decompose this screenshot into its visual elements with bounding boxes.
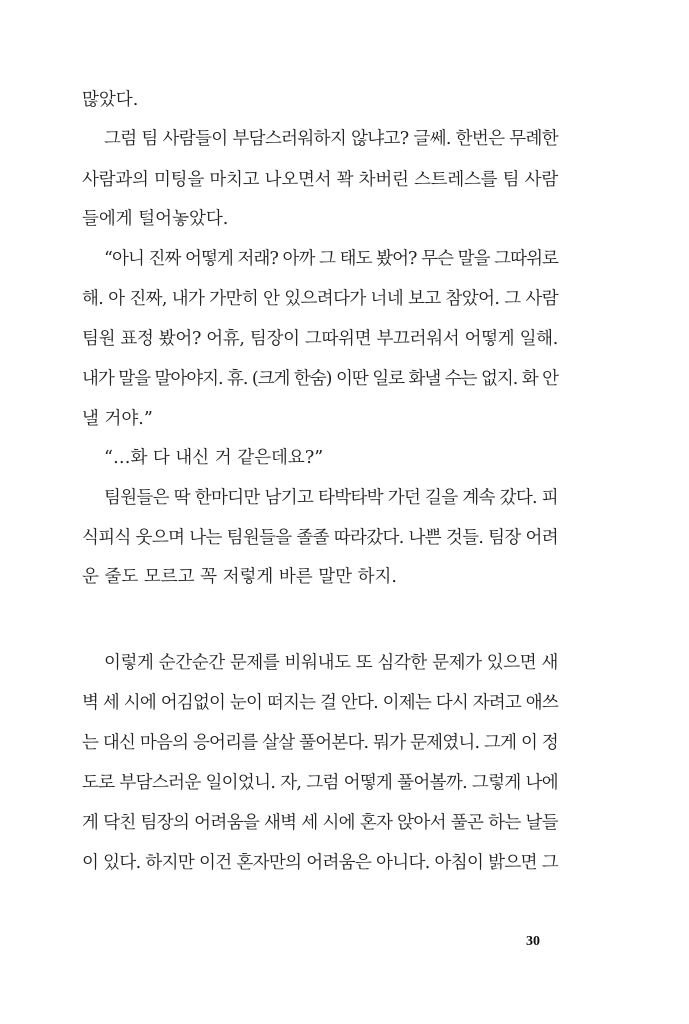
text-line: 팀원들은 딱 한마디만 남기고 타박타박 가던 길을 계속 갔다. 피: [104, 488, 558, 508]
text-line: 게 닥친 팀장의 어려움을 새벽 세 시에 혼자 앉아서 풀곤 하는 날들: [82, 813, 558, 833]
text-line: “아니 진짜 어떻게 저래? 아까 그 태도 봤어? 무슨 말을 그따위로: [104, 249, 558, 269]
text-line: 그럼 팀 사람들이 부담스러워하지 않냐고? 글쎄. 한번은 무례한: [104, 129, 558, 149]
text-line: 낼 거야.”: [82, 409, 153, 429]
text-line: 들에게 털어놓았다.: [82, 209, 229, 229]
text-line: 도로 부담스러운 일이었니. 자, 그럼 어떻게 풀어볼까. 그렇게 나에: [82, 773, 558, 793]
text-line: 식피식 웃으며 나는 팀원들을 졸졸 따라갔다. 나쁜 것들. 팀장 어려: [82, 528, 558, 548]
text-line: 내가 말을 말아야지. 휴. (크게 한숨) 이딴 일로 화낼 수는 없지. 화 안: [82, 369, 558, 389]
page-number: 30: [526, 934, 540, 949]
text-line: 운 줄도 모르고 꼭 저렇게 바른 말만 하지.: [82, 567, 397, 587]
text-line: 벽 세 시에 어김없이 눈이 떠지는 걸 안다. 이제는 다시 자려고 애쓰: [82, 693, 558, 713]
text-line: “…화 다 내신 거 같은데요?”: [104, 448, 324, 468]
text-line: 팀원 표정 봤어? 어휴, 팀장이 그따위면 부끄러워서 어떻게 일해.: [82, 329, 558, 349]
text-line: 이렇게 순간순간 문제를 비워내도 또 심각한 문제가 있으면 새: [104, 653, 558, 673]
text-line: 는 대신 마음의 응어리를 살살 풀어본다. 뭐가 문제였니. 그게 이 정: [82, 733, 558, 753]
text-line: 이 있다. 하지만 이건 혼자만의 어려움은 아니다. 아침이 밝으면 그: [82, 853, 558, 873]
text-line: 사람과의 미팅을 마치고 나오면서 꽉 차버린 스트레스를 팀 사람: [82, 170, 558, 190]
text-line: 많았다.: [82, 90, 139, 110]
text-line: 해. 아 진짜, 내가 가만히 안 있으려다가 너네 보고 참았어. 그 사람: [82, 289, 558, 309]
